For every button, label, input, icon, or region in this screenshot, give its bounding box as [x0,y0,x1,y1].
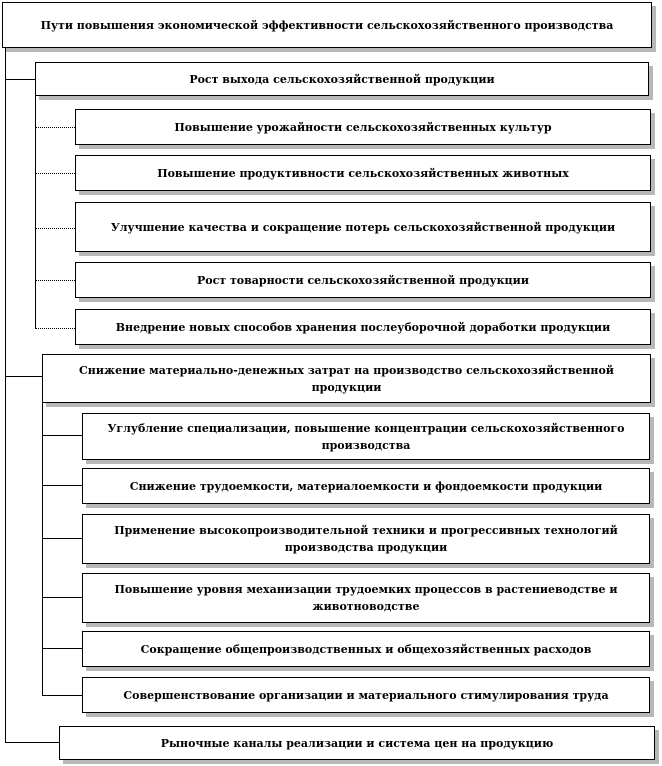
group2-heading-text: Снижение материально-денежных затрат на производство сельскохозяйственной продукции [79,363,614,394]
group1-item-5-text: Внедрение новых способов хранения послеуборочной доработки продукции [115,320,611,334]
connector-g2-item2 [42,485,82,486]
group1-item-4-text: Рост товарности сельскохозяйственной продукции [197,273,529,287]
title-text: Пути повышения экономической эффективности сельскохозяйственного производства [40,18,614,32]
group2-item-3 [82,514,650,564]
title-box [2,2,652,48]
group3-heading-box [59,726,655,760]
connector-g2-item3 [42,538,82,539]
connector-g2-item5 [42,648,82,649]
group2-item-4 [82,573,650,623]
group2-item-6-text: Совершенствование организации и материального стимулирования труда [123,688,609,702]
group1-item-3-text: Улучшение качества и сокращение потерь сельскохозяйственной продукции [110,220,616,234]
group2-heading-box [42,354,651,403]
connector-g1-item3 [35,228,75,229]
connector-g2-item4 [42,597,82,598]
group2-item-6 [82,677,650,713]
connector-g1-item1 [35,127,75,128]
group2-item-1-text: Углубление специализации, повышение концентрации сельскохозяйственного производства [107,421,625,452]
group2-item-1 [82,413,650,460]
connector-g2-item6 [42,695,82,696]
group2-trunk-line [42,403,43,696]
main-trunk-line [5,48,6,742]
group2-item-3-text: Применение высокопроизводительной техники и прогрессивных технологий производства продукции [114,524,618,554]
group1-trunk-line [35,96,36,329]
group2-item-2-text: Снижение трудоемкости, материалоемкости и фондоемкости продукции [129,479,603,493]
group2-item-2 [82,468,650,504]
connector-g1-item4 [35,280,75,281]
connector-g1-item5 [35,328,75,329]
group1-item-1-text: Повышение урожайности сельскохозяйственных культур [174,120,552,134]
group2-item-5-text: Сокращение общепроизводственных и общехозяйственных расходов [140,642,592,656]
group1-heading-box [35,62,649,96]
group2-item-4-text: Повышение уровня механизации трудоемких процессов в растениеводстве и животноводстве [114,583,618,613]
connector-group2 [5,376,42,377]
connector-g1-item2 [35,173,75,174]
group1-item-3 [75,202,651,252]
group2-item-5 [82,631,650,667]
connector-group1 [5,79,35,80]
connector-group3 [5,742,59,743]
group1-item-1 [75,109,651,145]
group1-item-2-text: Повышение продуктивности сельскохозяйственных животных [157,166,569,180]
group1-heading-text: Рост выхода сельскохозяйственной продукции [189,72,495,86]
group1-item-2 [75,155,651,191]
group3-heading-text: Рыночные каналы реализации и система цен на продукцию [160,736,554,750]
group1-item-5 [75,309,651,345]
connector-g2-item1 [42,435,82,436]
group1-item-4 [75,262,651,298]
